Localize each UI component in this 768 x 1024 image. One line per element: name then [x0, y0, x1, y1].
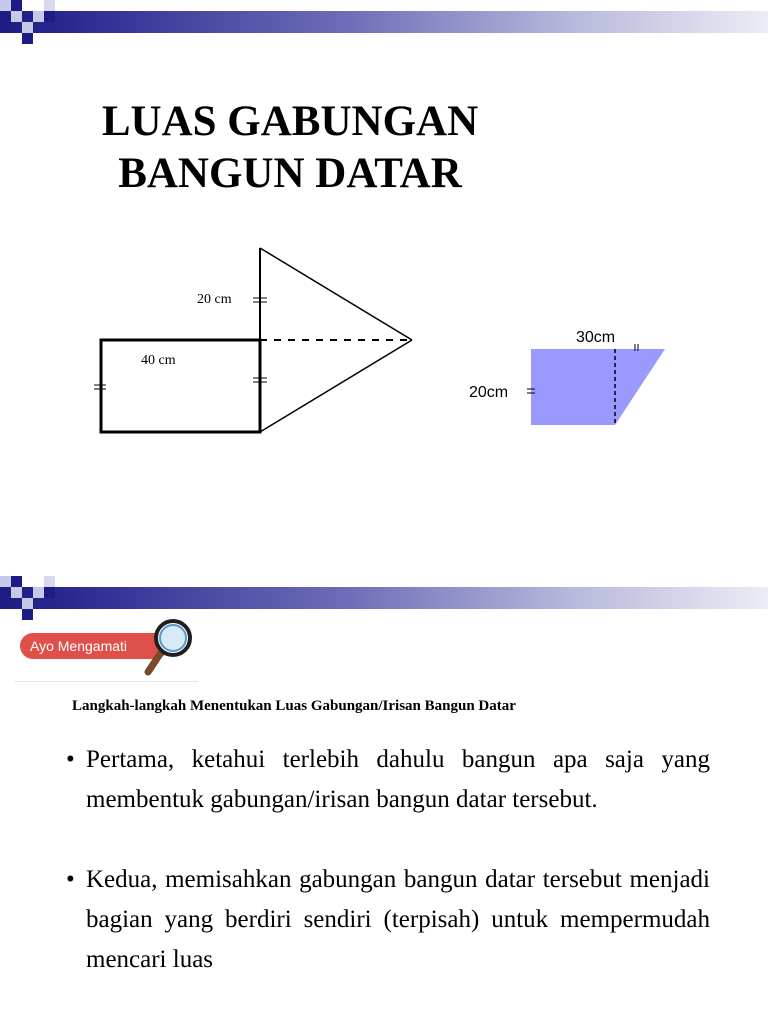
triangle-edge-bottom	[260, 340, 412, 432]
rectangle-shape	[101, 340, 260, 432]
corner-squares	[0, 576, 70, 624]
section-subtitle: Langkah-langkah Menentukan Luas Gabungan/Irisan Bangun Datar	[72, 698, 516, 714]
triangle-edge-top	[260, 248, 412, 340]
label-30cm: 30cm	[576, 329, 616, 346]
title-line-2: BANGUN DATAR	[118, 150, 462, 197]
composite-figure-1	[94, 248, 412, 432]
step-text: Kedua, memisahkan gabungan bangun datar tersebut menjadi bagian yang berdiri sendiri (terpisah) untuk mempermudah mencari luas	[86, 866, 710, 973]
label-20cm: 20 cm	[197, 292, 232, 307]
step-text: Pertama, ketahui terlebih dahulu bangun apa saja yang membentuk gabungan/irisan bangun datar tersebut.	[86, 746, 710, 813]
bullet-dot-icon: •	[66, 746, 75, 773]
tick-marks	[94, 298, 267, 389]
header-band	[0, 587, 768, 609]
magnifier-icon	[140, 616, 196, 678]
title-line-1: LUAS GABUNGAN	[101, 98, 479, 145]
list-item	[66, 860, 710, 980]
label-40cm: 40 cm	[141, 353, 176, 368]
slide-2	[0, 576, 768, 1024]
steps-list	[66, 740, 710, 1020]
bullet-dot-icon: •	[66, 866, 75, 893]
badge-divider	[14, 681, 198, 682]
ayo-mengamati-badge: Ayo Mengamati	[20, 633, 168, 659]
label-20cm-side: 20cm	[469, 384, 509, 401]
trapezoid-shape	[531, 349, 665, 425]
list-item	[66, 740, 710, 820]
trapezoid-figure	[527, 344, 665, 425]
